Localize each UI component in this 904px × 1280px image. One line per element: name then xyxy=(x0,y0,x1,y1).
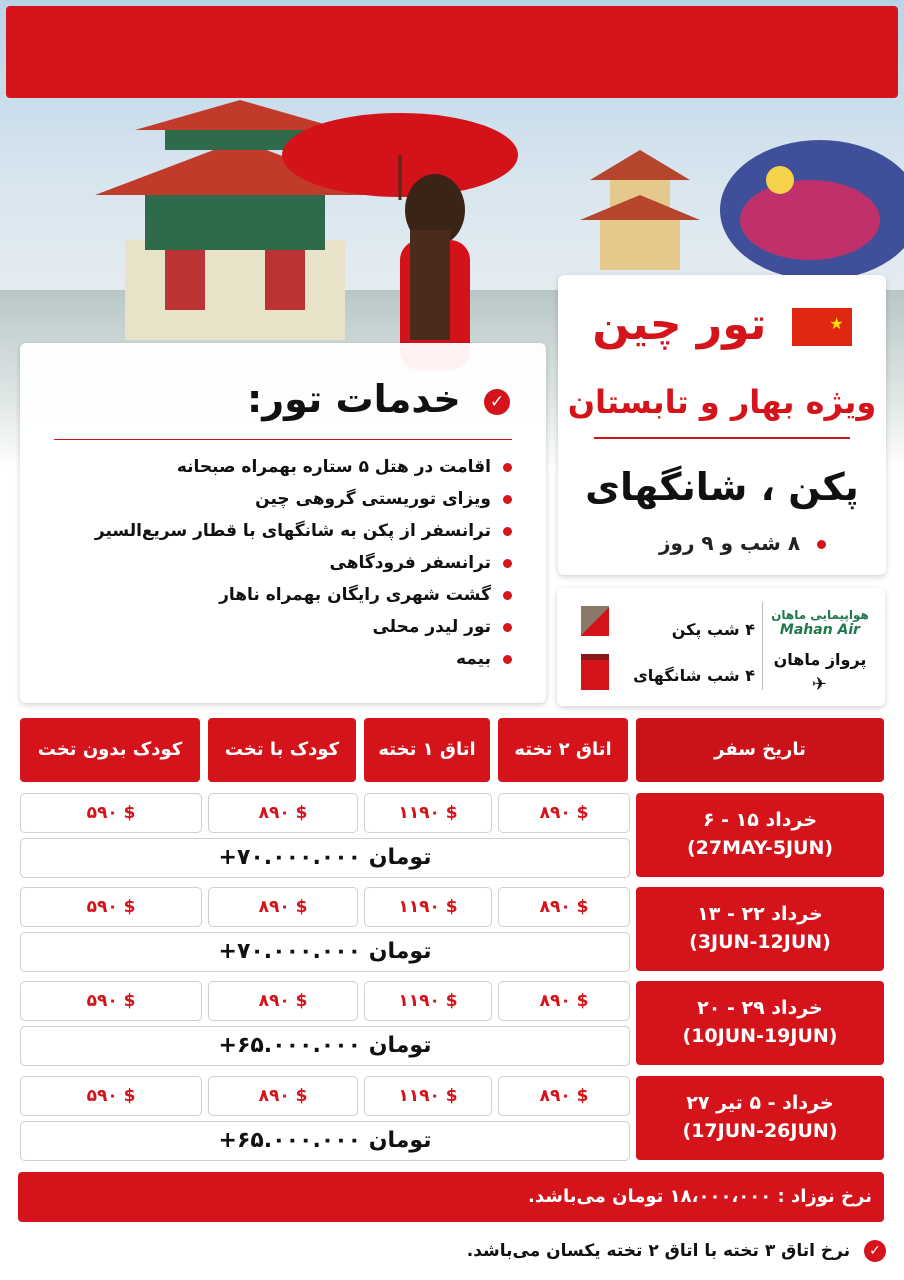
bullet-icon xyxy=(503,623,512,632)
bullet-icon xyxy=(817,540,826,549)
price-single: ۱۱۹۰ $ xyxy=(364,1076,492,1116)
check-icon: ✓ xyxy=(484,389,510,415)
bullet-icon xyxy=(503,591,512,600)
header-double-room: اتاق ۲ تخته xyxy=(498,718,628,782)
service-item: بیمه xyxy=(95,643,512,675)
services-card xyxy=(20,343,546,703)
woman-figure-illustration xyxy=(380,170,490,370)
tour-subtitle: ویژه بهار و تابستان xyxy=(567,383,877,421)
date-cell: ۱۳ - ۲۲ خرداد (3JUN-12JUN) xyxy=(636,887,884,971)
temple-icon xyxy=(581,654,609,690)
china-flag-icon: ★ xyxy=(792,308,852,346)
date-cell: ۲۰ - ۲۹ خرداد (10JUN-19JUN) xyxy=(636,981,884,1065)
services-heading: خدمات تور: xyxy=(247,377,461,421)
price-single: ۱۱۹۰ $ xyxy=(364,981,492,1021)
service-item: ترانسفر فرودگاهی xyxy=(95,547,512,579)
header-single-room: اتاق ۱ تخته xyxy=(364,718,490,782)
flight-card xyxy=(557,588,885,706)
nights-shanghai: ۴ شب شانگهای xyxy=(633,666,755,685)
bullet-icon xyxy=(503,559,512,568)
service-item: ترانسفر از پکن به شانگهای با قطار سریع‌السیر xyxy=(95,515,512,547)
infant-price-text: نرخ نوزاد : ۱۸،۰۰۰،۰۰۰ تومان می‌باشد. xyxy=(528,1186,872,1207)
price-double: ۸۹۰ $ xyxy=(498,793,630,833)
price-child-bed: ۸۹۰ $ xyxy=(208,887,358,927)
price-toman: +۷۰.۰۰۰.۰۰۰ تومان xyxy=(20,932,630,972)
top-banner xyxy=(6,6,898,98)
footer-note xyxy=(467,1240,886,1262)
service-item: تور لیدر محلی xyxy=(95,611,512,643)
tour-duration: ۸ شب و ۹ روز xyxy=(659,531,801,555)
dragon-statue-illustration xyxy=(690,110,904,300)
price-toman: +۶۵.۰۰۰.۰۰۰ تومان xyxy=(20,1121,630,1161)
price-single: ۱۱۹۰ $ xyxy=(364,887,492,927)
price-toman: +۶۵.۰۰۰.۰۰۰ تومان xyxy=(20,1026,630,1066)
airline-block xyxy=(765,608,875,669)
tour-title-card xyxy=(558,275,886,575)
bullet-icon xyxy=(503,463,512,472)
airplane-icon: ✈ xyxy=(811,674,827,695)
price-child-bed: ۸۹۰ $ xyxy=(208,1076,358,1116)
check-icon: ✓ xyxy=(864,1240,886,1262)
header-date: تاریخ سفر xyxy=(636,718,884,782)
service-item: گشت شهری رایگان بهمراه ناهار xyxy=(95,579,512,611)
price-child-bed: ۸۹۰ $ xyxy=(208,793,358,833)
pagoda-tower-illustration xyxy=(580,140,700,270)
date-cell: ۶ - ۱۵ خرداد (27MAY-5JUN) xyxy=(636,793,884,877)
header-child-bed: کودک با تخت xyxy=(208,718,356,782)
airline-label: پرواز ماهان xyxy=(773,650,867,669)
price-child-nobed: ۵۹۰ $ xyxy=(20,981,202,1021)
service-item: اقامت در هتل ۵ ستاره بهمراه صبحانه xyxy=(95,451,512,483)
price-child-nobed: ۵۹۰ $ xyxy=(20,793,202,833)
footer-note-text: نرخ اتاق ۳ تخته با اتاق ۲ تخته یکسان می‌باشد. xyxy=(466,1241,851,1261)
price-child-bed: ۸۹۰ $ xyxy=(208,981,358,1021)
great-wall-icon xyxy=(581,606,609,636)
mahan-logo-en: Mahan Air xyxy=(779,622,861,638)
services-list xyxy=(95,451,512,675)
price-toman: +۷۰.۰۰۰.۰۰۰ تومان xyxy=(20,838,630,878)
header-child-nobed: کودک بدون تخت xyxy=(20,718,200,782)
infant-price-banner xyxy=(18,1172,884,1222)
date-cell: ۲۷ خرداد - ۵ تیر (17JUN-26JUN) xyxy=(636,1076,884,1160)
mahan-logo: هواپیمایی ماهان xyxy=(771,608,869,622)
nights-beijing: ۴ شب پکن xyxy=(671,620,755,639)
price-double: ۸۹۰ $ xyxy=(498,981,630,1021)
price-child-nobed: ۵۹۰ $ xyxy=(20,1076,202,1116)
title-divider xyxy=(594,437,850,439)
flight-divider xyxy=(762,602,763,690)
price-child-nobed: ۵۹۰ $ xyxy=(20,887,202,927)
bullet-icon xyxy=(503,527,512,536)
price-double: ۸۹۰ $ xyxy=(498,887,630,927)
tour-cities: پکن ، شانگهای xyxy=(585,465,859,509)
price-double: ۸۹۰ $ xyxy=(498,1076,630,1116)
tour-title: تور چین xyxy=(592,299,767,350)
services-divider xyxy=(54,439,512,440)
service-item: ویزای توریستی گروهی چین xyxy=(95,483,512,515)
price-single: ۱۱۹۰ $ xyxy=(364,793,492,833)
bullet-icon xyxy=(503,495,512,504)
bullet-icon xyxy=(503,655,512,664)
